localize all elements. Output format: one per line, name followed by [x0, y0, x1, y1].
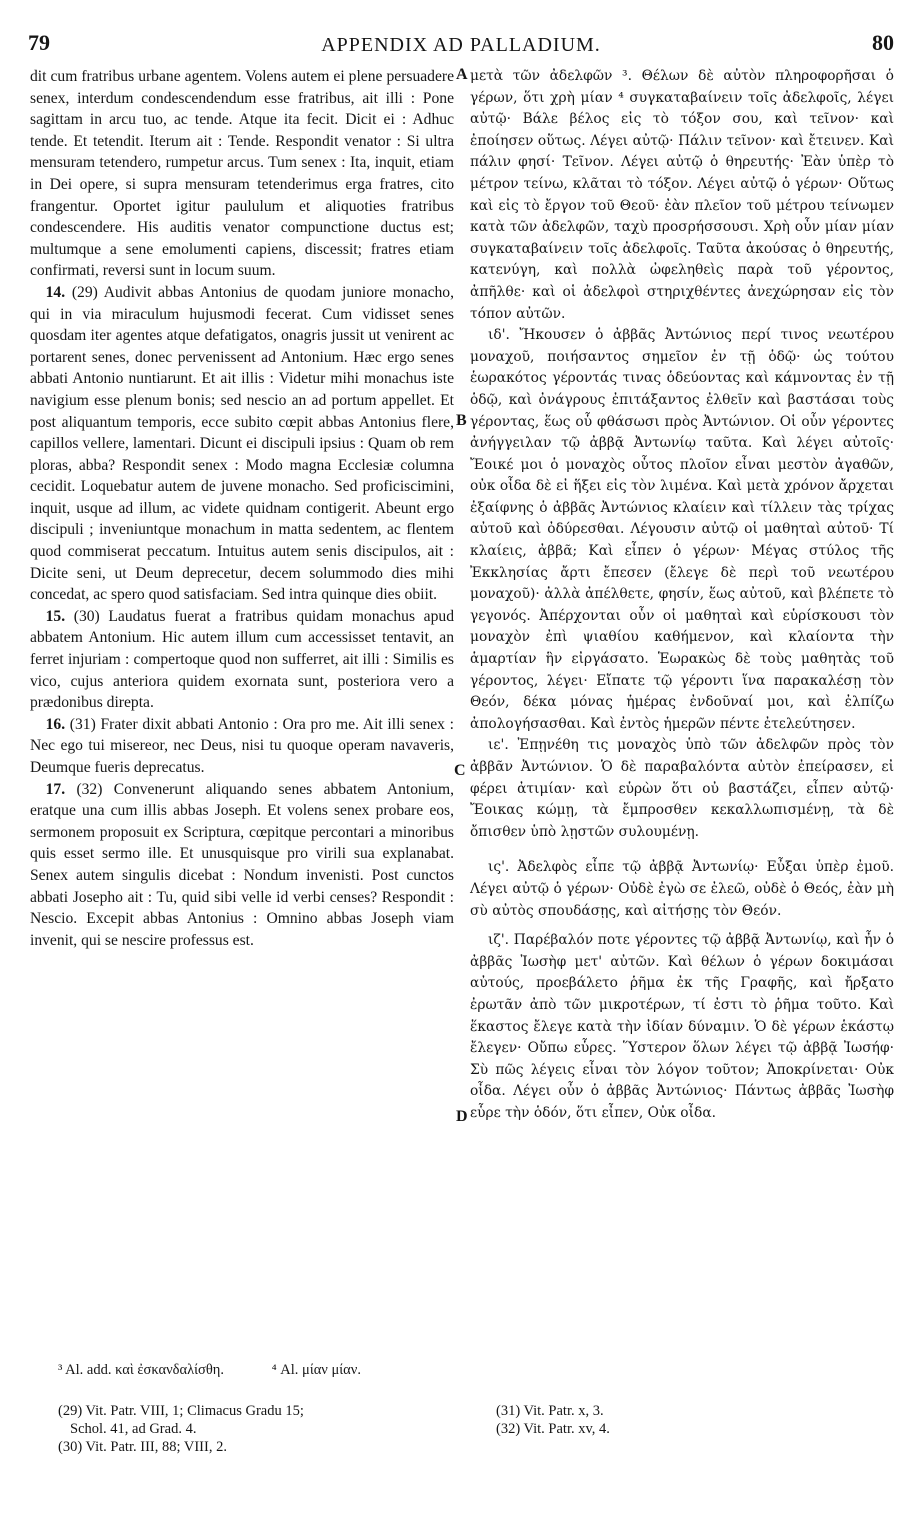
section-number: 15.: [45, 607, 66, 625]
latin-paragraph: [30, 606, 454, 714]
latin-paragraph: dit cum fratribus urbane agentem. Volens autem ei plene persuadere senex, interdum condescendendum esse fratribus, ait illi : Pone sagittam in arcu tuo, ac tende. Atque ita fecit. Dicit ei : Adhuc tende. Et tetendit. Iterum ait : Tende. Respondit venator : Si ultra mensuram tetendero, rumpetur arcus. Tum senex : Ita, inquit, etiam in Dei opere, si supra mensuram tetenderimus erga fratres, cito frangentur. Oportet igitur paululum et aliquoties fratribus condescendere. His auditis venator compunctione ductus est; multumque a sene emolumenti capiens, discessit; fratres etiam confirmati, reversi sunt in locum suum.: [30, 68, 454, 280]
source-note: (31) Vit. Patr. x, 3.: [496, 1403, 604, 1419]
section-number: 16.: [45, 715, 66, 733]
margin-letter-b: B: [456, 412, 467, 429]
greek-paragraph: ιε'. Ἐπῃνέθη τις μοναχὸς ὑπὸ τῶν ἀδελφῶν πρὸς τὸν ἀββᾶν Ἀντώνιον. Ὁ δὲ παραβαλόντα αὐτὸν ἐπείρασεν, εἰ φέρει ἀτιμίαν· καὶ εὑρὼν ὅτι οὐ βαστάζει, εἶπεν αὐτῷ· Ἔοικας κώμῃ, τὰ ἔμπροσθεν κεκαλλωπισμένῃ, τὰ δὲ ὄπισθεν ὑπὸ λῃστῶν συλουμένῃ.: [470, 737, 894, 840]
latin-paragraph: [30, 779, 454, 952]
latin-paragraph-text: (31) Frater dixit abbati Antonio : Ora pro me. Ait illi senex : Nec ego tui misereor, nec Deus, nisi tu quoque operam navaveris, Deumque fueris deprecatus.: [30, 715, 454, 776]
margin-letter-a: A: [456, 66, 468, 83]
source-notes-left: [58, 1402, 458, 1456]
source-note: (29) Vit. Patr. VIII, 1; Climacus Gradu 15;: [58, 1403, 304, 1419]
margin-letter-c: C: [454, 762, 466, 779]
latin-column: [30, 66, 454, 951]
greek-paragraph: ιδ'. Ἤκουσεν ὁ ἀββᾶς Ἀντώνιος περί τινος νεωτέρου μοναχοῦ, ποιήσαντος σημεῖον ἐν τῇ ὁδῷ· ὡς τούτου ἑωρακότος γέροντάς τινας ὁδεύοντας καὶ κάμνοντας ἐν τῇ ὁδῷ, καὶ ὀνάγρους ἐπιτάξαντος ἐλθεῖν καὶ βαστάσαι τοὺς γέροντας, ἕως οὗ φθάσωσι πρὸς Ἀντώνιον. Οἱ οὖν γέροντες ἀνήγγειλαν τῷ ἀββᾷ Ἀντωνίῳ ταῦτα. Καὶ λέγει αὐτοῖς· Ἔοικέ μοι ὁ μοναχὸς οὗτος πλοῖον εἶναι μεστὸν ἀγαθῶν, οὐκ οἶδα δὲ εἰ ἥξει εἰς τὸν λιμένα. Καὶ μετὰ χρόνον ἄρχεται ἐξαίφνης ὁ ἀββᾶς Ἀντώνιος κλαίειν καὶ τίλλειν τὰς τρίχας αὐτοῦ καὶ ὀδύρεσθαι. Λέγουσιν αὐτῷ οἱ μαθηταὶ αὐτοῦ· Τί κλαίεις, ἀββᾶ; Καὶ εἶπεν ὁ γέρων· Μέγας στύλος τῆς Ἐκκλησίας ἄρτι ἔπεσεν (ἔλεγε δὲ περὶ τοῦ νεωτέρου μοναχοῦ)· ἀλλὰ ἀπέλθετε, φησίν, ἕως αὐτοῦ, καὶ βλέπετε τὸ γεγονός. Ἀπέρχονται οὖν οἱ μαθηταὶ καὶ εὑρίσκουσι τὸν μοναχὸν ἐπὶ ψιαθίου καθήμενον, καὶ κλαίοντα τὴν ἁμαρτίαν ἣν εἰργάσατο. Ἑωρακὼς δὲ τοὺς μαθητὰς τοῦ γέροντος, λέγει· Εἴπατε τῷ γέροντι ἵνα παρακαλέσῃ τὸν Θεόν, δέκα μόνας ἡμέρας ἐνδοῦναί μοι, καὶ ἐλπίζω ἀπολογήσασθαι. Καὶ ἐντὸς ἡμερῶν πέντε ἐτελεύτησεν.: [470, 327, 894, 732]
latin-paragraph-text: (32) Convenerunt aliquando senes abbatem Antonium, eratque una cum illis abbas Joseph. Et volens senex probare eos, sermonem proposuit ex Scriptura, cœpitque percontari a minoribus quis esset sermo ille. Et unusquisque pro virili sua explanabat. Senex autem singulis dicebat : Nondum invenisti. Post cunctos abbati Josepho ait : Tu, quid sibi velle id verbi censes? Respondit : Nescio. Excepit abbas Antonius : Omnino abbas Joseph viam invenit, qui se nescire professus est.: [30, 780, 455, 949]
page-header: [28, 30, 894, 60]
greek-paragraph: μετὰ τῶν ἀδελφῶν ³. Θέλων δὲ αὐτὸν πληροφορῆσαι ὁ γέρων, ὅτι χρὴ μίαν ⁴ συγκαταβαίνειν τοῖς ἀδελφοῖς, λέγει αὐτῷ· Βάλε βέλος εἰς τὸ τόξον σου, καὶ τεῖνον· καὶ ἐποίησεν οὕτως. Λέγει αὐτῷ· Πάλιν τεῖνον· καὶ ἔτεινεν. Καὶ πάλιν φησί· Τεῖνον. Λέγει αὐτῷ ὁ θηρευτής· Ἐὰν ὑπὲρ τὸ μέτρον τείνω, κλᾶται τὸ τόξον. Λέγει αὐτῷ ὁ γέρων· Οὕτως καὶ εἰς τὸ ἔργον τοῦ Θεοῦ· ἐὰν πλεῖον τοῦ μέτρου τείνωμεν κατὰ τῶν ἀδελφῶν, ταχὺ προσρήσσουσι. Χρὴ οὖν μίαν μίαν συγκαταβαίνειν τοῖς ἀδελφοῖς. Ταῦτα ἀκούσας ὁ θηρευτής, κατενύγη, καὶ πολλὰ ὠφεληθεὶς παρὰ τοῦ γέροντος, ἀπῆλθε· καὶ οἱ ἀδελφοὶ στηριχθέντες ἀνεχώρησαν εἰς τὸν τόπον αὐτῶν.: [470, 68, 894, 322]
latin-paragraph-text: (30) Laudatus fuerat a fratribus quidam monachus apud abbatem Antonium. Hic autem illum cum accessisset tentavit, an ferret injuriam : compertoque quod non sufferret, ait illi : Similis es vico, cujus anteriora quidem exornata sunt, posteriora vero a prædonibus direpta.: [30, 607, 454, 712]
greek-column: [470, 66, 894, 1125]
latin-paragraph: [30, 282, 454, 606]
greek-paragraph: ις'. Ἀδελφὸς εἶπε τῷ ἀββᾷ Ἀντωνίῳ· Εὖξαι ὑπὲρ ἐμοῦ. Λέγει αὐτῷ ὁ γέρων· Οὐδὲ ἐγὼ σε ἐλεῶ, οὐδὲ ὁ Θεός, ἐὰν μὴ σὺ αὐτὸς σπουδάσῃς, καὶ αἰτήσῃς τὸν Θεόν.: [470, 859, 894, 919]
section-number: 14.: [45, 283, 66, 301]
section-number: 17.: [45, 780, 66, 798]
source-note: (32) Vit. Patr. xv, 4.: [496, 1421, 610, 1437]
footnote: ⁴ Al. μίαν μίαν.: [271, 1362, 361, 1378]
source-notes-right: [496, 1402, 876, 1438]
greek-paragraph: ιζ'. Παρέβαλόν ποτε γέροντες τῷ ἀββᾷ Ἀντωνίῳ, καὶ ἦν ὁ ἀββᾶς Ἰωσὴφ μετ' αὐτῶν. Καὶ θέλων ὁ γέρων δοκιμάσαι αὐτούς, προεβάλετο ῥῆμα ἐκ τῆς Γραφῆς, καὶ ἤρξατο ἐρωτᾶν ἀπὸ τῶν μικροτέρων, τί ἐστι τὸ ῥῆμα τοῦτο. Καὶ ἕκαστος ἔλεγε κατὰ τὴν ἰδίαν δύναμιν. Ὁ δὲ γέρων ἑκάστῳ ἔλεγεν· Οὔπω εὗρες. Ὕστερον ὅλων λέγει τῷ ἀββᾷ Ἰωσήφ· Σὺ πῶς λέγεις εἶναι τὸν λόγον τοῦτον; Ἀποκρίνεται· Οὐκ οἶδα. Λέγει οὖν ὁ ἀββᾶς Ἀντώνιος· Πάντως ἀββᾶς Ἰωσὴφ εὗρε τὴν ὁδόν, ὅτι εἶπεν, Οὐκ οἶδα.: [470, 932, 894, 1121]
page-number: 79: [28, 30, 50, 55]
source-note: Schol. 41, ad Grad. 4.: [70, 1421, 197, 1437]
margin-letter-d: D: [456, 1108, 468, 1125]
running-head: APPENDIX AD PALLADIUM.: [321, 34, 601, 56]
page-number-right: 80: [872, 30, 894, 55]
latin-paragraph-text: (29) Audivit abbas Antonius de quodam juniore monacho, qui in via miraculum hujusmodi fecerat. Cum vidisset senes quosdam iter agentes atque defatigatos, onagris jussit ut venirent ac portarent senes, donec pervenissent ad Antonium. Hæc ergo senes abbati Antonio nuntiarunt. Et ait illis : Videtur mihi monachus iste navigium esse plenum bonis; sed nescio an ad portum appellet. Et post aliquantum temporis, ecce subito cœpit abbas Antonius flere, capillos vellere, lamentari. Dicunt ei discipuli ipsius : Quam ob rem ploras, abba? Respondit senex : Modo magna Ecclesiæ columna cecidit. Loquebatur autem de juvene monacho. Sed proficiscimini, inquit, usque ad illum, ac videte quidnam contigerit. Abeunt ergo discipuli ; inveniuntque monachum in matta sedentem, ac flentem quod commiserat peccatum. Intuitus autem senis discipulos, ait : Dicite seni, ut Deum deprecetur, decem solummodo dies mihi concedat, ac spero quod satisfaciam. Sed intra quinque dies obiit.: [30, 283, 454, 604]
latin-paragraph: [30, 714, 454, 779]
footnote: ³ Al. add. καὶ ἐσκανδαλίσθη.: [58, 1362, 224, 1378]
source-note: (30) Vit. Patr. III, 88; VIII, 2.: [58, 1439, 227, 1455]
variant-footnotes: [58, 1362, 361, 1379]
